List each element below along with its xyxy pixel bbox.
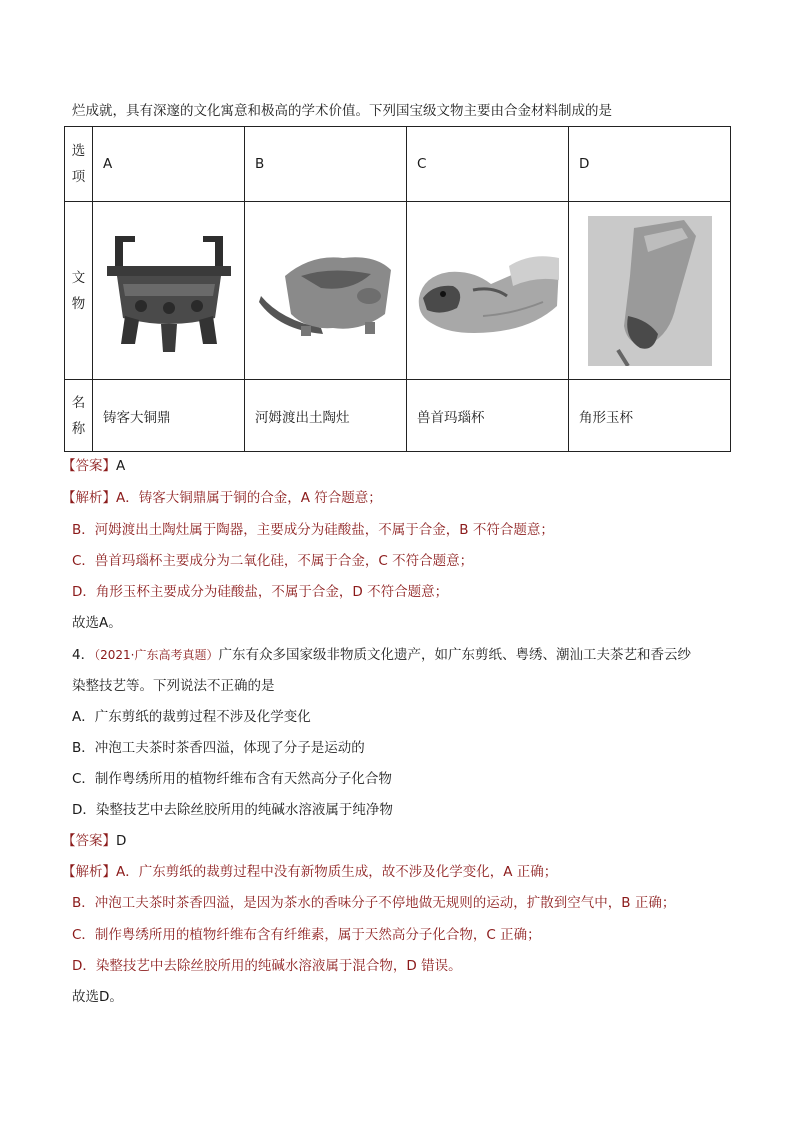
option-d-cell: D xyxy=(569,127,731,202)
q3-analysis-a: 【解析】A．铸客大铜鼎属于铜的合金，A 符合题意； xyxy=(62,490,382,506)
q4-option-c: C．制作粤绣所用的植物纤维布含有天然高分子化合物 xyxy=(72,771,392,787)
artifact-c-cell xyxy=(407,202,569,380)
artifact-c-name: 兽首玛瑙杯 xyxy=(407,380,569,452)
q4-analysis-b: B．冲泡工夫茶时茶香四溢，是因为茶水的香味分子不停地做无规则的运动，扩散到空气中，B 正确； xyxy=(72,895,676,911)
bronze-ding-icon xyxy=(101,226,237,356)
row-label-option: 选 项 xyxy=(65,127,93,202)
q3-analysis-b: B．河姆渡出土陶灶属于陶器，主要成分为硅酸盐，不属于合金，B 不符合题意； xyxy=(72,522,554,538)
q4-answer: 【答案】D xyxy=(62,833,127,849)
question-intro-line: 烂成就，具有深邃的文化寓意和极高的学术价值。下列国宝级文物主要由合金材料制成的是 xyxy=(72,103,612,119)
q4-option-b: B．冲泡工夫茶时茶香四溢，体现了分子是运动的 xyxy=(72,740,365,756)
table-row-options xyxy=(65,127,731,202)
artifact-d-name: 角形玉杯 xyxy=(569,380,731,452)
table-row-artifacts xyxy=(65,202,731,380)
q4-stem-line1: 4．（2021·广东高考真题）广东有众多国家级非物质文化遗产，如广东剪纸、粤绣、潮汕工夫茶艺和香云纱 xyxy=(72,647,691,663)
option-b-cell: B xyxy=(245,127,407,202)
artifact-table xyxy=(64,126,731,452)
option-a-cell: A xyxy=(93,127,245,202)
q4-analysis-d: D．染整技艺中去除丝胶所用的纯碱水溶液属于混合物，D 错误。 xyxy=(72,958,462,974)
artifact-d-cell xyxy=(569,202,731,380)
q3-analysis-c: C．兽首玛瑙杯主要成分为二氧化硅，不属于合金，C 不符合题意； xyxy=(72,553,474,569)
agate-cup-icon xyxy=(413,236,563,346)
q3-analysis-d: D．角形玉杯主要成分为硅酸盐，不属于合金，D 不符合题意； xyxy=(72,584,449,600)
q3-answer: 【答案】A xyxy=(62,458,126,474)
table-row-names xyxy=(65,380,731,452)
artifact-b-cell xyxy=(245,202,407,380)
jade-horn-cup-icon xyxy=(588,216,712,366)
q4-option-a: A．广东剪纸的裁剪过程不涉及化学变化 xyxy=(72,709,311,725)
q3-conclusion: 故选A。 xyxy=(72,615,122,631)
artifact-a-cell xyxy=(93,202,245,380)
q4-conclusion: 故选D。 xyxy=(72,989,123,1005)
q4-analysis-a: 【解析】A．广东剪纸的裁剪过程中没有新物质生成，故不涉及化学变化，A 正确； xyxy=(62,864,558,880)
q4-option-d: D．染整技艺中去除丝胶所用的纯碱水溶液属于纯净物 xyxy=(72,802,393,818)
pottery-stove-icon xyxy=(251,236,401,346)
q4-stem-line2: 染整技艺等。下列说法不正确的是 xyxy=(72,678,275,694)
artifact-a-name: 铸客大铜鼎 xyxy=(93,380,245,452)
option-c-cell: C xyxy=(407,127,569,202)
row-label-name: 名 称 xyxy=(65,380,93,452)
q4-analysis-c: C．制作粤绣所用的植物纤维布含有纤维素，属于天然高分子化合物，C 正确； xyxy=(72,927,541,943)
artifact-b-name: 河姆渡出土陶灶 xyxy=(245,380,407,452)
row-label-artifact: 文 物 xyxy=(65,202,93,380)
